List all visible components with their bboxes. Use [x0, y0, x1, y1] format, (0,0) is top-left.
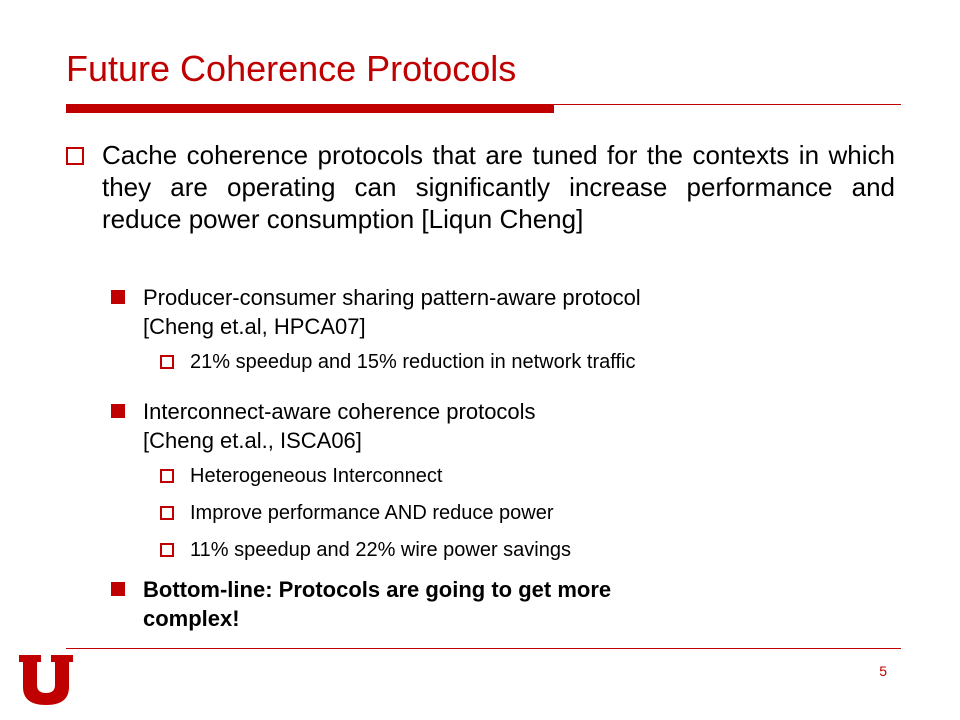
hollow-square-bullet-icon — [160, 355, 174, 369]
sub-bullet-text-line2: [Cheng et.al., ISCA06] — [143, 428, 362, 453]
main-bullet-text: Cache coherence protocols that are tuned for the contexts in which they are operating can significantly increase performance and reduce power consumption [Liqun Cheng] — [102, 140, 895, 234]
sub-bullet-interconnect-aware — [111, 397, 536, 455]
sub-bullet-text-line1: Bottom-line: Protocols are going to get more — [143, 577, 612, 602]
detail-bullet — [160, 536, 571, 564]
detail-bullet-text: 21% speedup and 15% reduction in network traffic — [190, 351, 636, 373]
university-block-u-logo — [19, 655, 73, 705]
page-number: 5 — [879, 663, 887, 679]
main-bullet — [66, 139, 902, 235]
sub-bullet-bottom-line — [111, 575, 611, 633]
filled-square-bullet-icon — [111, 404, 125, 418]
sub-bullet-text-line2: [Cheng et.al, HPCA07] — [143, 314, 366, 339]
sub-bullet-text-line1: Producer-consumer sharing pattern-aware protocol — [143, 285, 641, 310]
detail-bullet — [160, 462, 442, 490]
hollow-square-bullet-icon — [160, 506, 174, 520]
title-underline-thick — [66, 104, 554, 113]
detail-bullet-text: Heterogeneous Interconnect — [190, 465, 443, 487]
slide-title: Future Coherence Protocols — [66, 48, 517, 89]
sub-bullet-text-line2: complex! — [143, 606, 240, 631]
detail-bullet-text: 11% speedup and 22% wire power savings — [190, 539, 571, 561]
filled-square-bullet-icon — [111, 582, 125, 596]
detail-bullet — [160, 348, 635, 376]
hollow-square-bullet-icon — [160, 469, 174, 483]
hollow-square-bullet-icon — [160, 543, 174, 557]
hollow-square-bullet-icon — [66, 147, 84, 165]
filled-square-bullet-icon — [111, 290, 125, 304]
detail-bullet — [160, 499, 554, 527]
detail-bullet-text: Improve performance AND reduce power — [190, 502, 554, 524]
sub-bullet-producer-consumer — [111, 283, 641, 341]
sub-bullet-text-line1: Interconnect-aware coherence protocols — [143, 399, 536, 424]
footer-rule — [66, 648, 901, 649]
title-underline-thin — [554, 104, 901, 105]
